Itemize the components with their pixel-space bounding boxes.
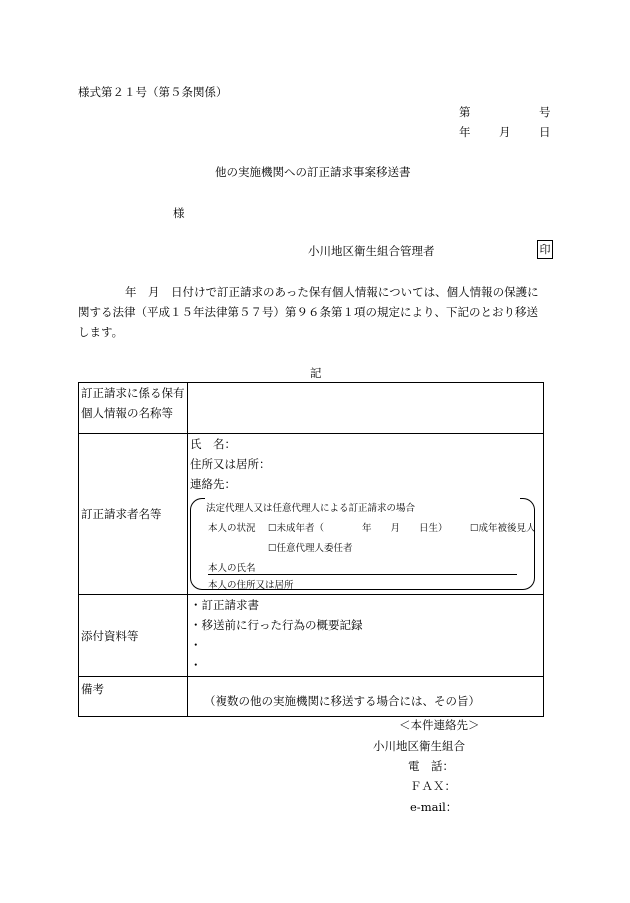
requester-name-field[interactable]: 氏 名： bbox=[190, 437, 236, 451]
attachment-item: ・移送前に行った行為の概要記録 bbox=[190, 618, 363, 632]
addressee-sama: 様 bbox=[173, 206, 185, 220]
seal-mark: 印 bbox=[537, 240, 553, 259]
attachment-item: ・訂正請求書 bbox=[190, 598, 259, 612]
value-info-name[interactable] bbox=[188, 383, 544, 434]
date-month: 月 bbox=[499, 125, 511, 139]
date-day: 日 bbox=[539, 125, 551, 139]
requester-address-field[interactable]: 住所又は居所： bbox=[190, 457, 271, 471]
attachment-item[interactable]: ・ bbox=[190, 658, 202, 672]
minor-checkbox[interactable]: ☐未成年者（ 年 月 日生） bbox=[268, 523, 448, 534]
principal-address-label: 本人の住所又は居所 bbox=[208, 580, 294, 591]
date-year: 年 bbox=[459, 125, 471, 139]
label-requester: 訂正請求者名等 bbox=[79, 434, 188, 595]
transfer-table bbox=[78, 382, 544, 717]
value-requester bbox=[188, 434, 544, 595]
value-remarks[interactable] bbox=[188, 677, 544, 717]
table-row-requester bbox=[79, 434, 544, 595]
contact-fax: ＦＡＸ： bbox=[410, 779, 456, 793]
principal-address-underline[interactable] bbox=[204, 589, 521, 590]
requester-contact-field[interactable]: 連絡先： bbox=[190, 477, 236, 491]
label-info-name: 訂正請求に係る保有 個人情報の名称等 bbox=[79, 383, 188, 434]
body-line-1: 年 月 日付けで訂正請求のあった保有個人情報については、個人情報の保護に bbox=[125, 285, 539, 299]
voluntary-agent-checkbox[interactable]: ☐任意代理人委任者 bbox=[268, 543, 353, 554]
body-line-3: します。 bbox=[78, 325, 124, 339]
table-row-info-name bbox=[79, 383, 544, 434]
sender-name: 小川地区衛生組合管理者 bbox=[308, 244, 435, 258]
remarks-note: （複数の他の実施機関に移送する場合には、その旨） bbox=[204, 694, 480, 708]
value-attachments bbox=[188, 595, 544, 677]
table-row-remarks bbox=[79, 677, 544, 717]
ki-heading: 記 bbox=[310, 366, 322, 380]
attachment-item[interactable]: ・ bbox=[190, 638, 202, 652]
proxy-request-box bbox=[190, 498, 535, 590]
contact-heading: ＜本件連絡先＞ bbox=[399, 718, 480, 732]
bracket-left bbox=[190, 498, 205, 590]
adult-guardian-checkbox[interactable]: ☐成年被後見人 bbox=[470, 523, 536, 534]
doc-number-dai: 第 bbox=[459, 105, 471, 119]
principal-name-label: 本人の氏名 bbox=[208, 563, 256, 574]
form-number: 様式第２１号（第５条関係） bbox=[78, 85, 228, 99]
contact-tel: 電 話： bbox=[408, 759, 454, 773]
doc-number-go: 号 bbox=[539, 105, 551, 119]
label-remarks: 備考 bbox=[79, 677, 188, 717]
contact-email: e-mail： bbox=[410, 800, 458, 814]
table-row-attachments bbox=[79, 595, 544, 677]
proxy-heading: 法定代理人又は任意代理人による訂正請求の場合 bbox=[206, 503, 416, 514]
body-line-2: 関する法律（平成１５年法律第５７号）第９６条第１項の規定により、下記のとおり移送 bbox=[78, 305, 538, 319]
bracket-right bbox=[520, 498, 535, 590]
label-attachments: 添付資料等 bbox=[79, 595, 188, 677]
principal-status-label: 本人の状況 bbox=[208, 523, 256, 534]
principal-name-underline[interactable] bbox=[208, 574, 517, 575]
contact-org: 小川地区衛生組合 bbox=[373, 739, 465, 753]
document-title: 他の実施機関への訂正請求事案移送書 bbox=[215, 165, 411, 179]
